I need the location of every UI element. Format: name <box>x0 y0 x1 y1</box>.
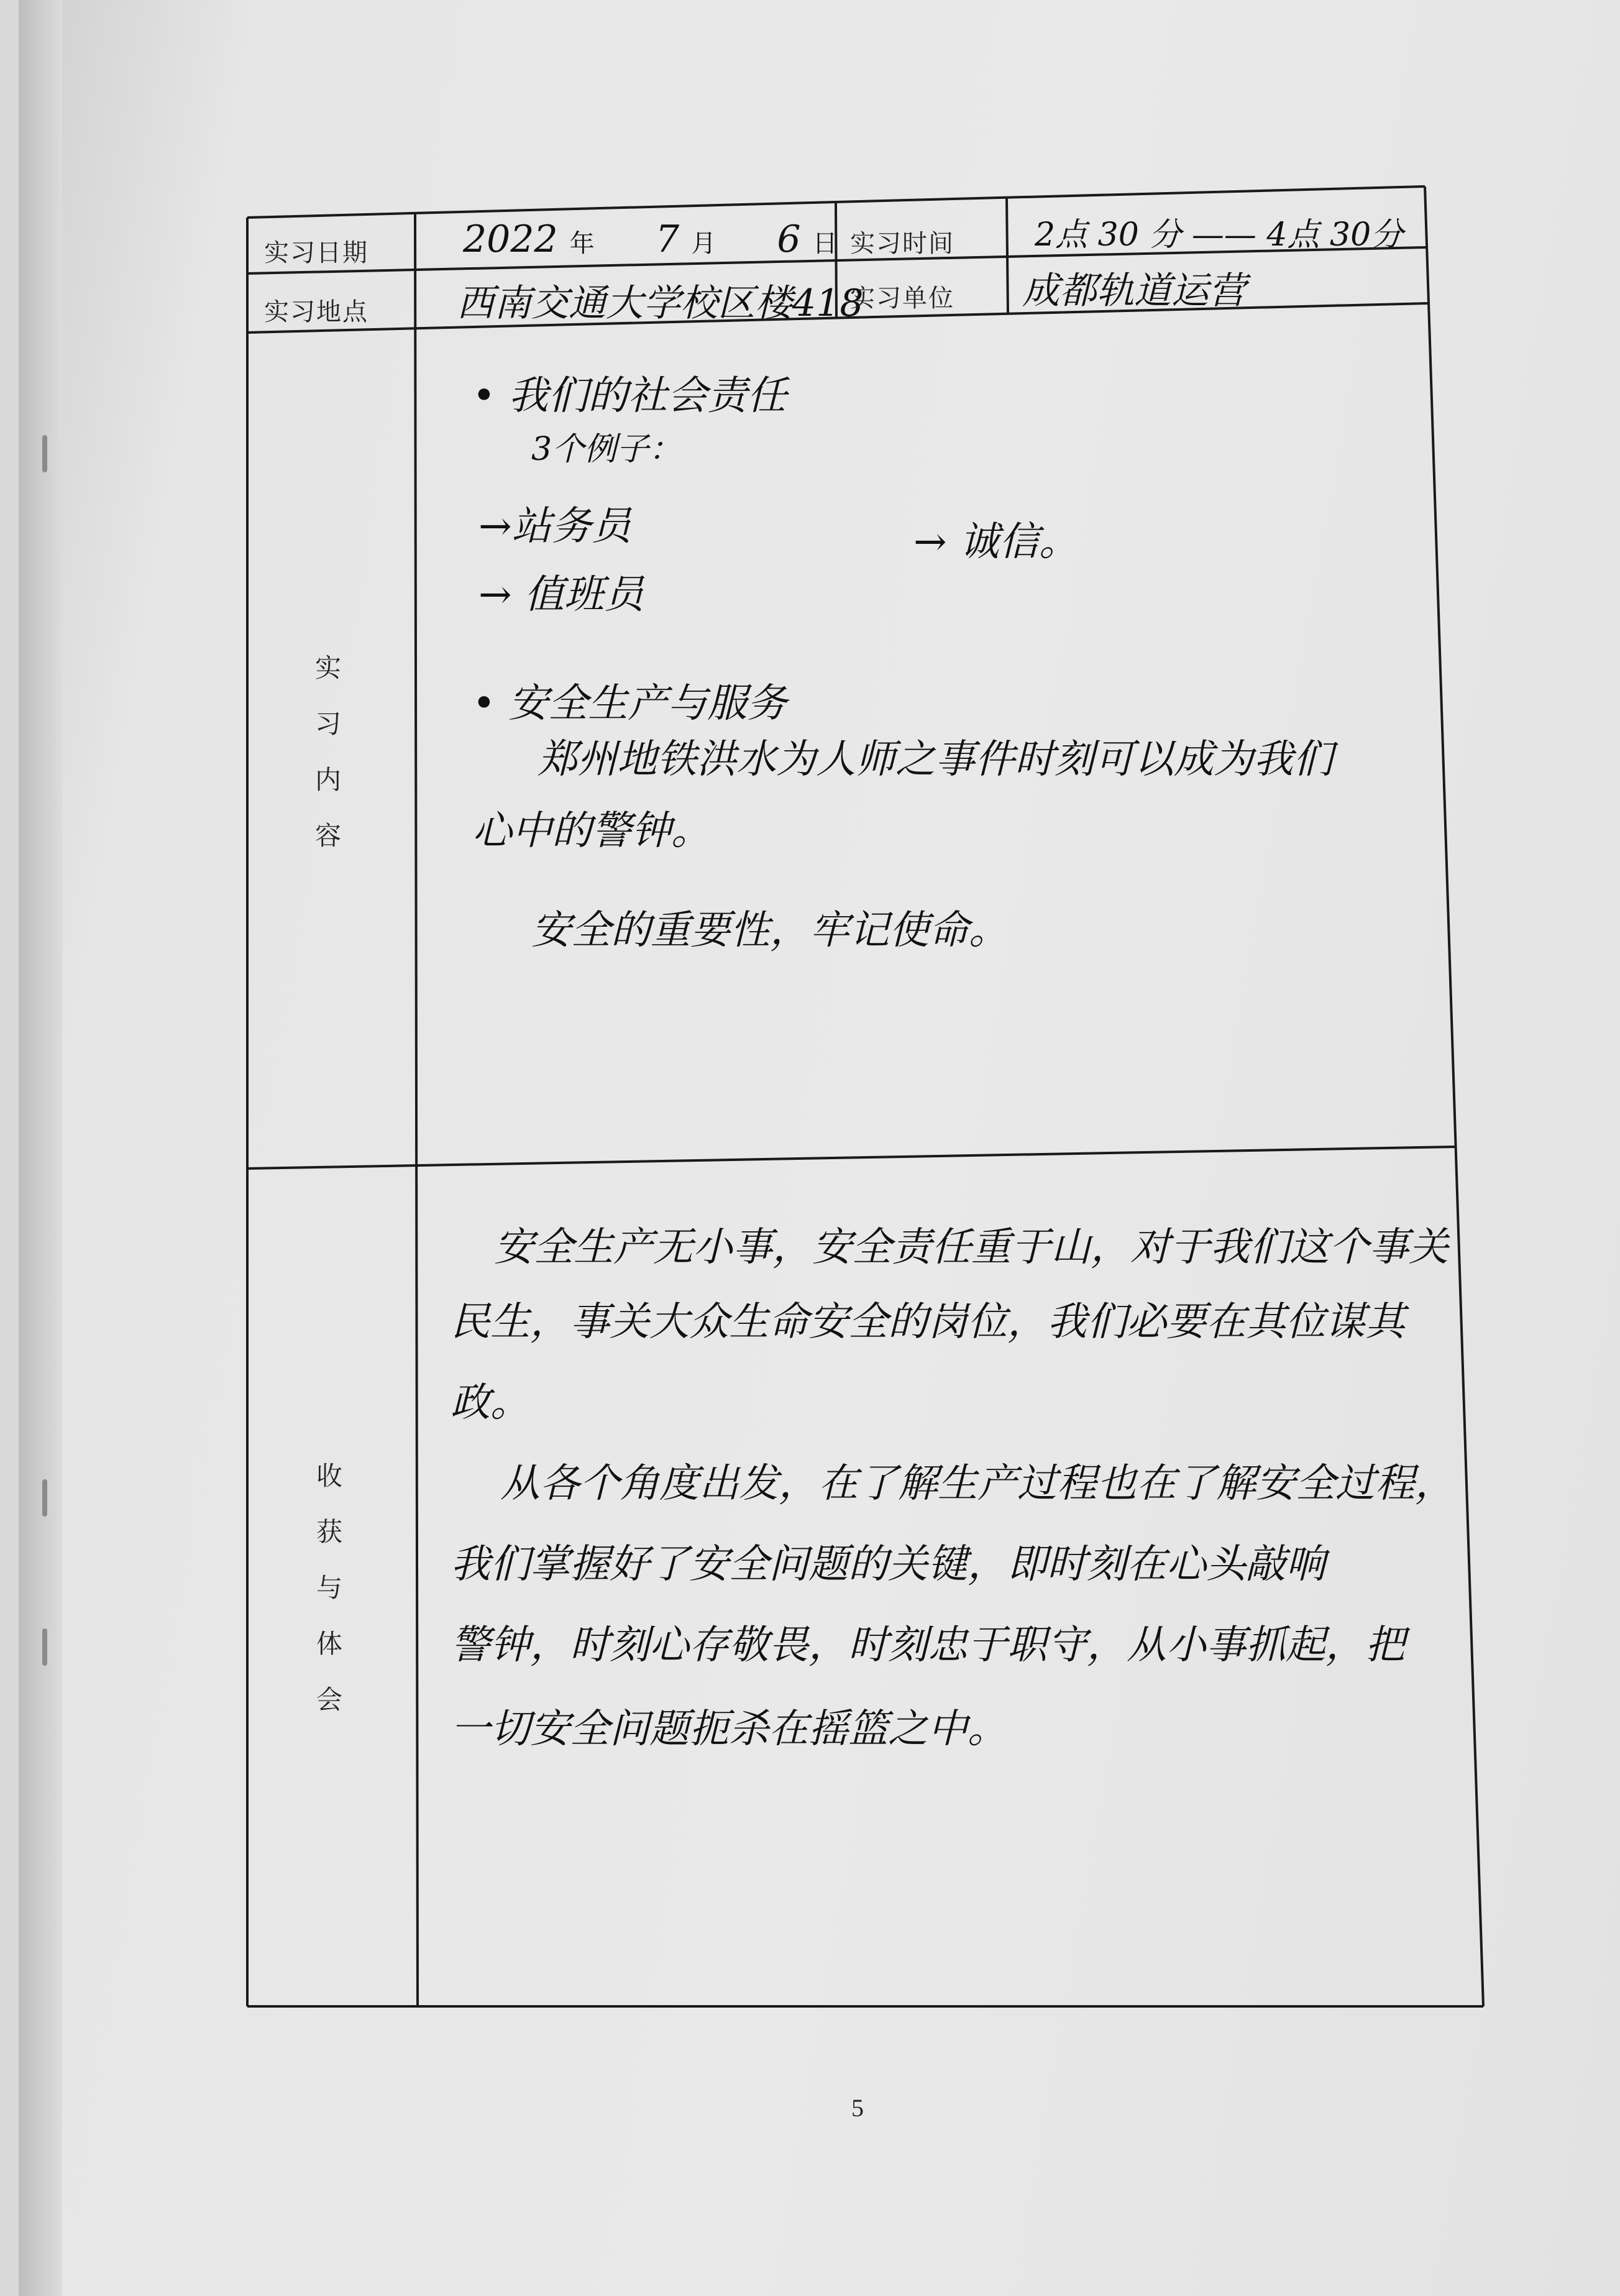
internship-time-value: 2点 30 分 —— 4点 30分 <box>1035 216 1404 254</box>
content-line: 心中的警钟。 <box>472 808 711 854</box>
content-line: • 安全生产与服务 <box>472 681 787 727</box>
content-section-label: 实 习 内 容 <box>314 653 341 851</box>
date-month-unit: 月 <box>691 229 716 258</box>
content-line: → 诚信。 <box>913 519 1079 565</box>
internship-location-label: 实习地点 <box>264 298 368 326</box>
content-line: • 我们的社会责任 <box>472 373 787 419</box>
date-day-unit: 日 <box>812 229 838 258</box>
content-line: 郑州地铁洪水为人师之事件时刻可以成为我们 <box>538 737 1333 783</box>
reflection-line: 民生，事关大众生命安全的岗位，我们必要在其位谋其 <box>451 1299 1405 1345</box>
date-month: 7 <box>655 218 680 261</box>
date-year: 2022 <box>463 218 558 261</box>
reflection-section-label: 收 获 与 体 会 <box>316 1461 342 1715</box>
internship-location-value: 西南交通大学校区楼418 <box>457 282 864 325</box>
internship-unit-label: 实习单位 <box>850 284 954 313</box>
content-line: →站务员 <box>478 503 631 549</box>
reflection-line: 政。 <box>451 1380 530 1426</box>
internship-date-value <box>463 218 838 261</box>
date-year-unit: 年 <box>569 229 595 258</box>
reflection-line: 安全生产无小事，安全责任重于山，对于我们这个事关 <box>494 1224 1448 1270</box>
content-line: → 值班员 <box>478 572 644 618</box>
reflection-line: 从各个角度出发，在了解生产过程也在了解安全过程， <box>500 1461 1455 1507</box>
internship-date-label: 实习日期 <box>264 239 368 267</box>
internship-time-label: 实习时间 <box>850 229 954 258</box>
reflection-line: 我们掌握好了安全问题的关键，即时刻在心头敲响 <box>451 1541 1325 1587</box>
content-line: 3个例子： <box>531 431 682 468</box>
content-line: 安全的重要性，牢记使命。 <box>531 907 1009 953</box>
internship-unit-value: 成都轨道运营 <box>1022 269 1246 313</box>
reflection-line: 警钟，时刻心存敬畏，时刻忠于职守，从小事抓起，把 <box>451 1622 1405 1668</box>
reflection-line: 一切安全问题扼杀在摇篮之中。 <box>451 1706 1007 1752</box>
page-number: 5 <box>851 2094 864 2122</box>
date-day: 6 <box>777 218 801 261</box>
